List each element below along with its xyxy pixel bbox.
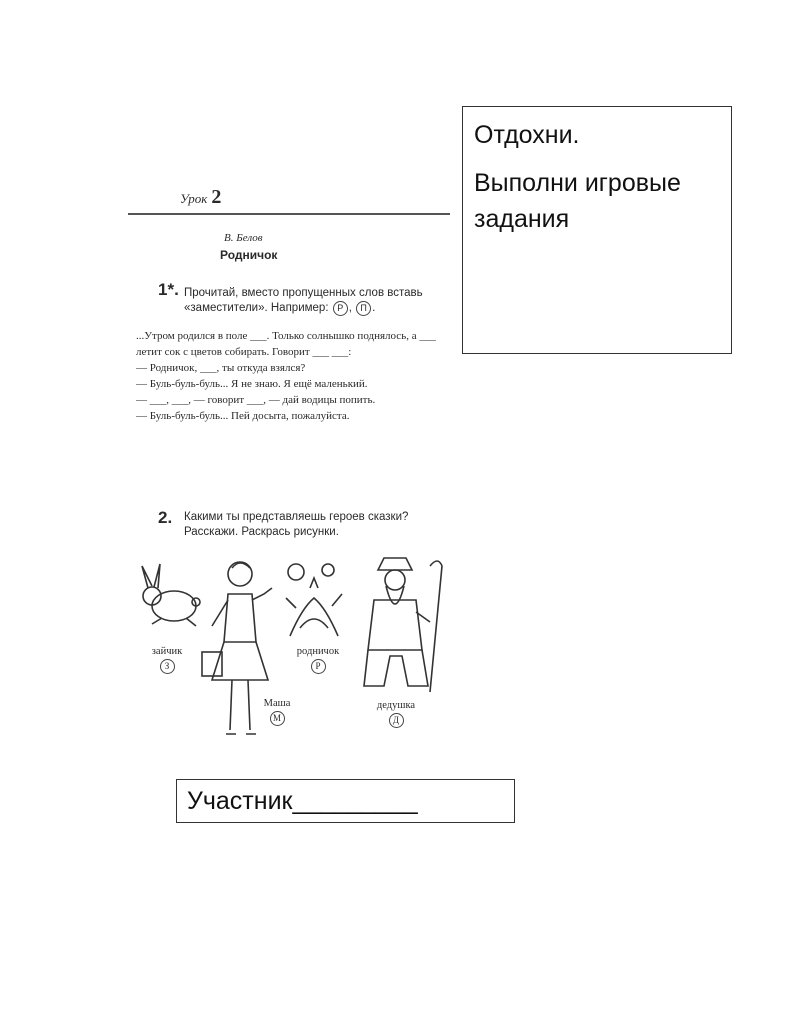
lesson-heading — [180, 186, 221, 209]
character-letter: М — [270, 711, 285, 726]
spring-icon — [280, 558, 348, 638]
character-letter: Р — [311, 659, 326, 674]
character-caption-spring — [286, 646, 350, 674]
task1-instruction: Прочитай, вместо пропущенных слов вставь «заместители». Например: Р , П . — [184, 287, 423, 314]
rest-text: Отдохни. — [474, 121, 580, 149]
character-caption-old-man — [364, 700, 428, 728]
character-name: зайчик — [151, 646, 183, 657]
rest-instruction-box — [462, 106, 732, 354]
story-author: В. Белов — [224, 232, 263, 244]
story-line: — Буль-буль-буль... Я не знаю. Я ещё маленький. — [136, 378, 368, 390]
story-title: Родничок — [220, 248, 278, 262]
task-prompt-text: Выполни игровые задания — [474, 169, 681, 233]
lesson-label: Урок — [180, 191, 208, 206]
participant-field: Участник_________ — [176, 779, 515, 823]
story-line: — Буль-буль-буль... Пей досыта, пожалуйста. — [136, 410, 350, 422]
story-line: — Родничок, ___, ты откуда взялся? — [136, 362, 306, 374]
character-caption-rabbit — [142, 646, 192, 674]
character-letter: З — [160, 659, 175, 674]
lesson-number: 2 — [211, 186, 222, 208]
example-letter-p: П — [356, 301, 371, 316]
character-name: Маша — [263, 698, 291, 709]
character-name: дедушка — [376, 700, 416, 711]
textbook-scan — [128, 182, 450, 822]
story-text — [136, 328, 448, 424]
rabbit-icon — [132, 560, 204, 632]
character-name: родничок — [296, 646, 340, 657]
story-line: — ___, ___, — говорит ___, — дай водицы попить. — [136, 394, 376, 406]
character-letter: Д — [389, 713, 404, 728]
story-line: ...Утром родился в поле ___. Только солнышко поднялось, а ___ летит сок с цветов собирать. Говорит ___ ___: — [136, 330, 436, 358]
character-pictures — [128, 552, 450, 752]
old-man-icon — [350, 552, 450, 702]
example-letter-r: Р — [333, 301, 348, 316]
task2-instruction: Какими ты представляешь героев сказки? Расскажи. Раскрась рисунки. — [184, 511, 409, 538]
task1-number: 1*. — [158, 280, 179, 299]
task2-number: 2. — [158, 508, 173, 527]
heading-divider — [128, 213, 450, 215]
character-caption-girl — [252, 698, 302, 726]
task1-instruction-text: Прочитай, вместо пропущенных слов вставь «заместители». Например: — [184, 287, 423, 314]
